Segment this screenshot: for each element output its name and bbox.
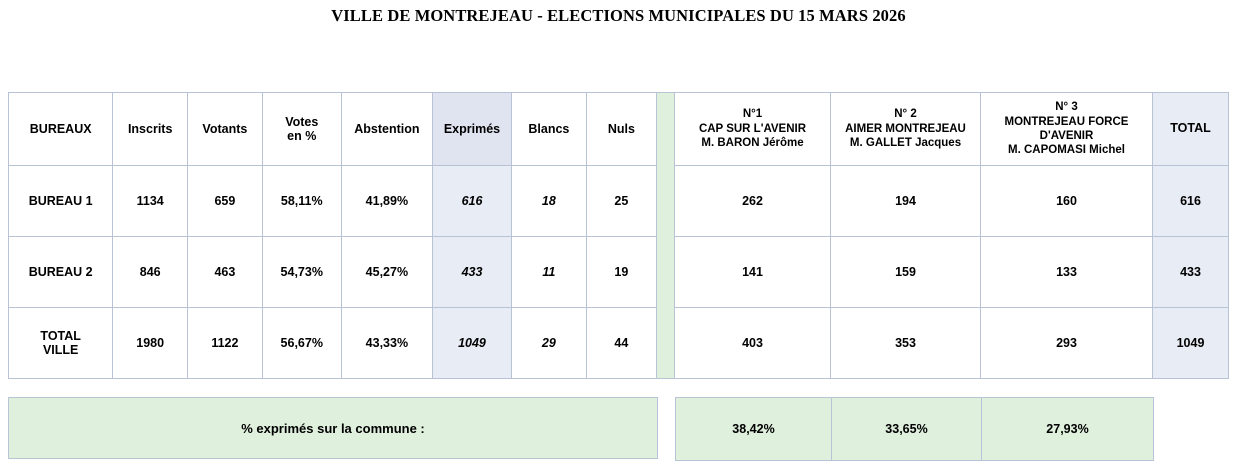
cell-abstention-bureau-2: 45,27%: [341, 237, 432, 308]
cell-pct-list-3: 27,93%: [982, 398, 1154, 461]
footer-label: % exprimés sur la commune :: [8, 397, 658, 459]
cell-votes-pct-total: 56,67%: [262, 308, 341, 379]
cell-list-2-bureau-1: 194: [831, 166, 981, 237]
cell-exprimes-bureau-2: 433: [432, 237, 511, 308]
header-list-3: [981, 93, 1153, 166]
header-list-2-number: N° 2: [894, 108, 917, 121]
cell-exprimes-bureau-1: 616: [432, 166, 511, 237]
header-votants: Votants: [188, 93, 263, 166]
cell-list-3-bureau-1: 160: [981, 166, 1153, 237]
header-inscrits: Inscrits: [113, 93, 188, 166]
row-label-bureau-2: BUREAU 2: [9, 237, 113, 308]
cell-total-ville: 1049: [1153, 308, 1229, 379]
cell-nuls-bureau-1: 25: [586, 166, 656, 237]
page-title: VILLE DE MONTREJEAU - ELECTIONS MUNICIPALES DU 15 MARS 2026: [331, 6, 906, 25]
cell-exprimes-total: 1049: [432, 308, 511, 379]
cell-votes-pct-bureau-2: 54,73%: [262, 237, 341, 308]
cell-inscrits-total: 1980: [113, 308, 188, 379]
results-tables: [8, 92, 1229, 379]
cell-nuls-total: 44: [586, 308, 656, 379]
row-label-bureau-1: BUREAU 1: [9, 166, 113, 237]
header-votes-pct: [262, 93, 341, 166]
row-label-total-ville: [9, 308, 113, 379]
cell-list-1-bureau-2: 141: [675, 237, 831, 308]
cell-nuls-bureau-2: 19: [586, 237, 656, 308]
header-votes-pct-line2: en %: [287, 129, 317, 143]
table-row: [675, 308, 1229, 379]
header-list-1-candidate: M. BARON Jérôme: [701, 137, 804, 150]
header-votes-pct-line1: Votes: [285, 114, 319, 129]
cell-blancs-bureau-2: 11: [512, 237, 587, 308]
table-row: [9, 237, 657, 308]
cell-list-1-total: 403: [675, 308, 831, 379]
cell-pct-list-1: 38,42%: [676, 398, 832, 461]
header-list-3-name-line2: D'AVENIR: [1039, 130, 1094, 142]
header-list-1-number: N°1: [742, 108, 763, 121]
lists-results-table: [674, 92, 1229, 379]
header-list-1-name: CAP SUR L'AVENIR: [698, 122, 807, 135]
header-list-2-candidate: M. GALLET Jacques: [849, 137, 962, 150]
cell-list-2-bureau-2: 159: [831, 237, 981, 308]
row-label-total-line1: TOTAL: [40, 329, 81, 343]
percentage-summary: [8, 397, 1229, 461]
table-separator: [657, 92, 674, 379]
cell-total-bureau-2: 433: [1153, 237, 1229, 308]
cell-inscrits-bureau-1: 1134: [113, 166, 188, 237]
table-row: [9, 308, 657, 379]
table-row: [9, 166, 657, 237]
cell-list-1-bureau-1: 262: [675, 166, 831, 237]
cell-blancs-bureau-1: 18: [512, 166, 587, 237]
header-nuls: Nuls: [586, 93, 656, 166]
cell-pct-total: [1154, 398, 1230, 461]
cell-list-3-total: 293: [981, 308, 1153, 379]
header-blancs: Blancs: [512, 93, 587, 166]
footer-table: [675, 397, 1230, 461]
cell-list-2-total: 353: [831, 308, 981, 379]
header-total: TOTAL: [1153, 93, 1229, 166]
cell-votants-bureau-2: 463: [188, 237, 263, 308]
header-list-2: [831, 93, 981, 166]
header-list-1: [675, 93, 831, 166]
table-row: [675, 166, 1229, 237]
row-label-total-line2: VILLE: [42, 343, 79, 357]
header-abstention: Abstention: [341, 93, 432, 166]
cell-inscrits-bureau-2: 846: [113, 237, 188, 308]
table-header-row: [9, 93, 657, 166]
header-bureaux: BUREAUX: [9, 93, 113, 166]
cell-blancs-total: 29: [512, 308, 587, 379]
cell-list-3-bureau-2: 133: [981, 237, 1153, 308]
cell-pct-list-2: 33,65%: [832, 398, 982, 461]
header-list-3-name-line1: MONTREJEAU FORCE: [1004, 115, 1129, 128]
header-exprimes: Exprimés: [432, 93, 511, 166]
table-row: [675, 237, 1229, 308]
cell-votes-pct-bureau-1: 58,11%: [262, 166, 341, 237]
table-row: [676, 398, 1230, 461]
header-list-3-number: N° 3: [1055, 101, 1078, 114]
table-header-row: [675, 93, 1229, 166]
cell-abstention-bureau-1: 41,89%: [341, 166, 432, 237]
participation-table: [8, 92, 657, 379]
cell-votants-bureau-1: 659: [188, 166, 263, 237]
header-list-2-name: AIMER MONTREJEAU: [845, 122, 966, 135]
footer-percentages: [675, 397, 1229, 461]
cell-votants-total: 1122: [188, 308, 263, 379]
cell-total-bureau-1: 616: [1153, 166, 1229, 237]
cell-abstention-total: 43,33%: [341, 308, 432, 379]
header-list-3-candidate: M. CAPOMASI Michel: [1008, 144, 1125, 157]
footer-separator: [658, 397, 675, 459]
